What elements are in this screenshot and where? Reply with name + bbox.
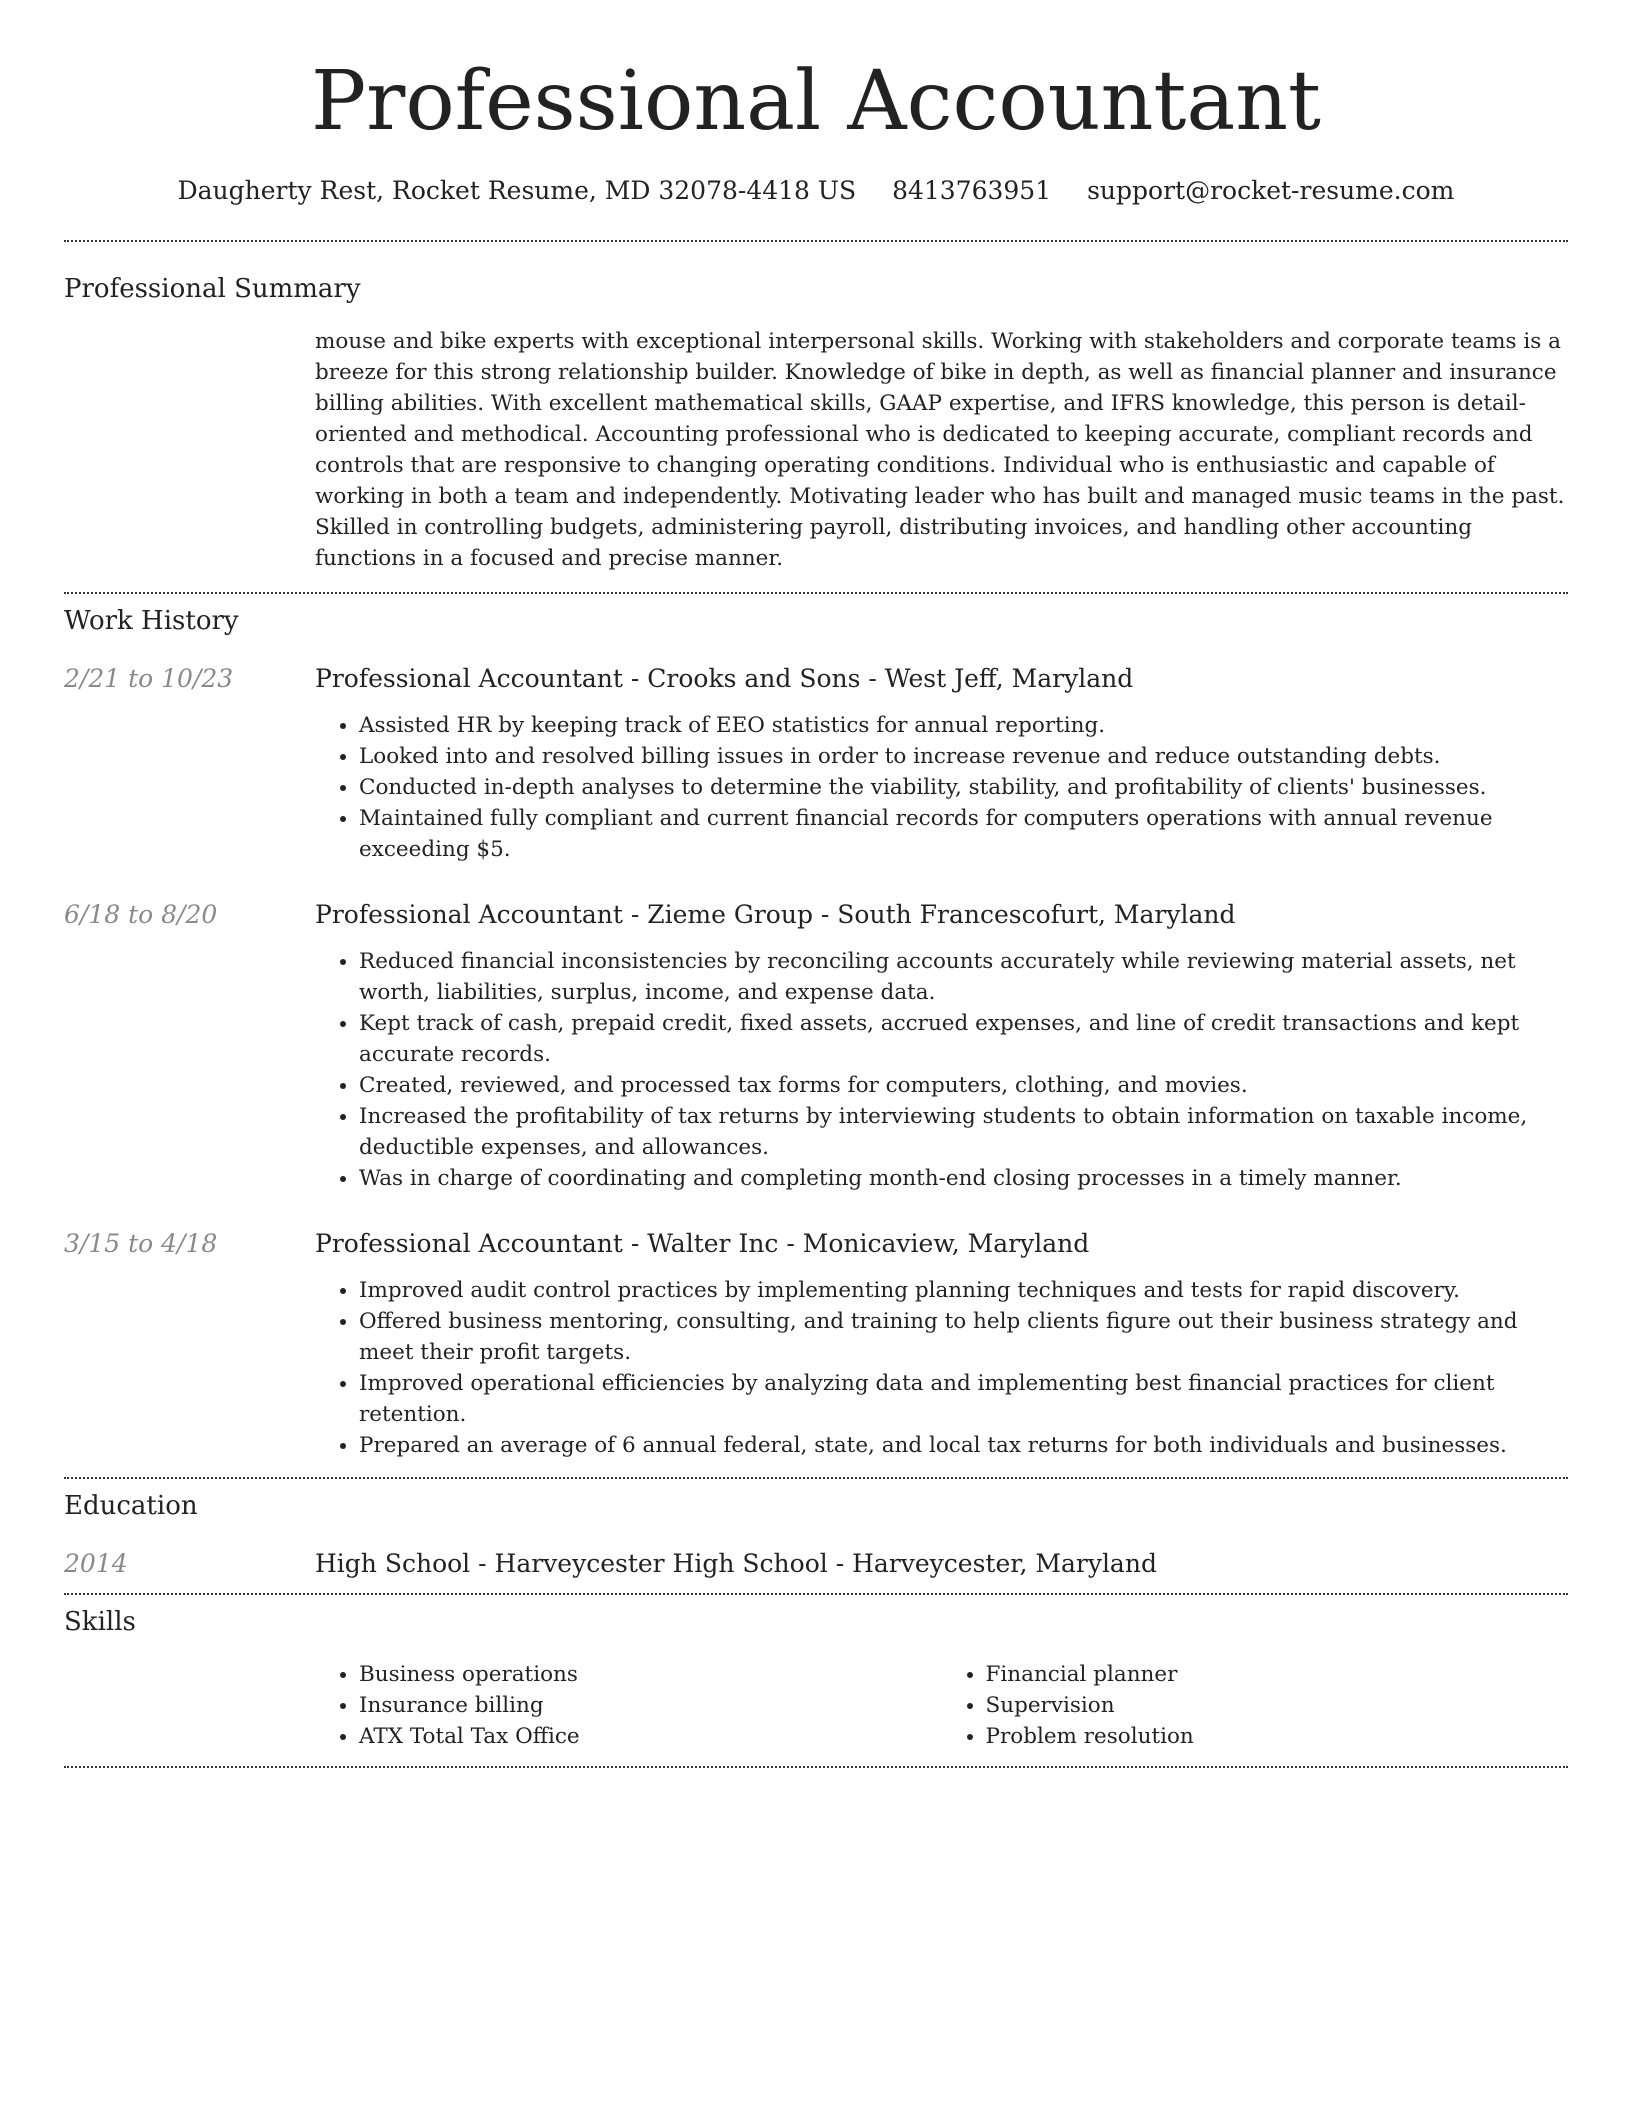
summary-title: Professional Summary bbox=[64, 274, 361, 304]
list-item: • Prepared an average of 6 annual federal, state, and local tax returns for both individuals and businesses. bbox=[359, 1430, 1568, 1461]
list-item: • Created, reviewed, and processed tax forms for computers, clothing, and movies. bbox=[359, 1070, 1568, 1101]
work-section bbox=[64, 594, 1568, 1477]
list-item: • Improved operational efficiencies by analyzing data and implementing best financial practices for client retention. bbox=[359, 1368, 1568, 1430]
contact-address: Daugherty Rest, Rocket Resume, MD 32078-4418 US bbox=[177, 176, 857, 205]
job-title: Professional Accountant - Crooks and Sons - West Jeff, Maryland bbox=[315, 664, 1134, 693]
list-item: • Offered business mentoring, consulting, and training to help clients figure out their business strategy and meet their profit targets. bbox=[359, 1306, 1568, 1368]
skills-divider bbox=[64, 1766, 1568, 1768]
resume-name: Professional Accountant bbox=[310, 54, 1322, 149]
summary-text: mouse and bike experts with exceptional interpersonal skills. Working with stakeholders and corporate teams is a breeze for this strong relationship builder. Knowledge of bike in depth, as well as financial planner and insurance billing abilities. With excellent mathematical skills, GAAP expertise, and IFRS knowledge, this person is detail-oriented and methodical. Accounting professional who is dedicated to keeping accurate, compliant records and controls that are responsive to changing operating conditions. Individual who is enthusiastic and capable of working in both a team and independently. Motivating leader who has built and managed music teams in the past. Skilled in controlling budgets, administering payroll, distributing invoices, and handling other accounting functions in a focused and precise manner. bbox=[315, 329, 1565, 571]
list-item: • Maintained fully compliant and current financial records for computers operations with annual revenue exceeding $5. bbox=[359, 803, 1568, 865]
list-item: • Assisted HR by keeping track of EEO statistics for annual reporting. bbox=[359, 710, 1568, 741]
list-item: • Improved audit control practices by implementing planning techniques and tests for rapid discovery. bbox=[359, 1275, 1568, 1306]
education-text: High School - Harveycester High School - Harveycester, Maryland bbox=[315, 1549, 1157, 1578]
contact-email: support@rocket-resume.com bbox=[1087, 176, 1455, 205]
list-item: • Supervision bbox=[986, 1690, 1569, 1721]
job-entry bbox=[64, 898, 1568, 1194]
list-item: • Conducted in-depth analyses to determine the viability, stability, and profitability of clients' businesses. bbox=[359, 772, 1568, 803]
job-entry bbox=[64, 1227, 1568, 1461]
list-item: • Financial planner bbox=[986, 1659, 1569, 1690]
education-year: 2014 bbox=[64, 1549, 128, 1578]
skills-title: Skills bbox=[64, 1607, 136, 1637]
job-bullets bbox=[315, 1275, 1568, 1461]
job-title: Professional Accountant - Walter Inc - Monicaview, Maryland bbox=[315, 1229, 1090, 1258]
education-title: Education bbox=[64, 1491, 198, 1521]
skills-list-right bbox=[942, 1659, 1569, 1752]
job-dates: 3/15 to 4/18 bbox=[64, 1229, 218, 1258]
list-item: • Looked into and resolved billing issues in order to increase revenue and reduce outstanding debts. bbox=[359, 741, 1568, 772]
education-section bbox=[64, 1479, 1568, 1593]
contact-line bbox=[64, 174, 1568, 208]
job-dates: 2/21 to 10/23 bbox=[64, 664, 234, 693]
list-item: • Business operations bbox=[359, 1659, 942, 1690]
list-item: • Increased the profitability of tax returns by interviewing students to obtain information on taxable income, deductible expenses, and allowances. bbox=[359, 1101, 1568, 1163]
list-item: • Insurance billing bbox=[359, 1690, 942, 1721]
list-item: • Problem resolution bbox=[986, 1721, 1569, 1752]
job-bullets bbox=[315, 710, 1568, 865]
list-item: • ATX Total Tax Office bbox=[359, 1721, 942, 1752]
job-entry bbox=[64, 662, 1568, 865]
list-item: • Reduced financial inconsistencies by reconciling accounts accurately while reviewing material assets, net worth, liabilities, surplus, income, and expense data. bbox=[359, 946, 1568, 1008]
job-title: Professional Accountant - Zieme Group - South Francescofurt, Maryland bbox=[315, 900, 1236, 929]
contact-phone: 8413763951 bbox=[892, 176, 1052, 205]
skills-section bbox=[64, 1595, 1568, 1766]
list-item: • Kept track of cash, prepaid credit, fixed assets, accrued expenses, and line of credit transactions and kept accurate records. bbox=[359, 1008, 1568, 1070]
skills-list-left bbox=[315, 1659, 942, 1752]
summary-section bbox=[64, 242, 1568, 592]
job-bullets bbox=[315, 946, 1568, 1194]
education-entry bbox=[64, 1547, 1568, 1581]
job-dates: 6/18 to 8/20 bbox=[64, 900, 218, 929]
work-title: Work History bbox=[64, 606, 239, 636]
list-item: • Was in charge of coordinating and completing month-end closing processes in a timely manner. bbox=[359, 1163, 1568, 1194]
